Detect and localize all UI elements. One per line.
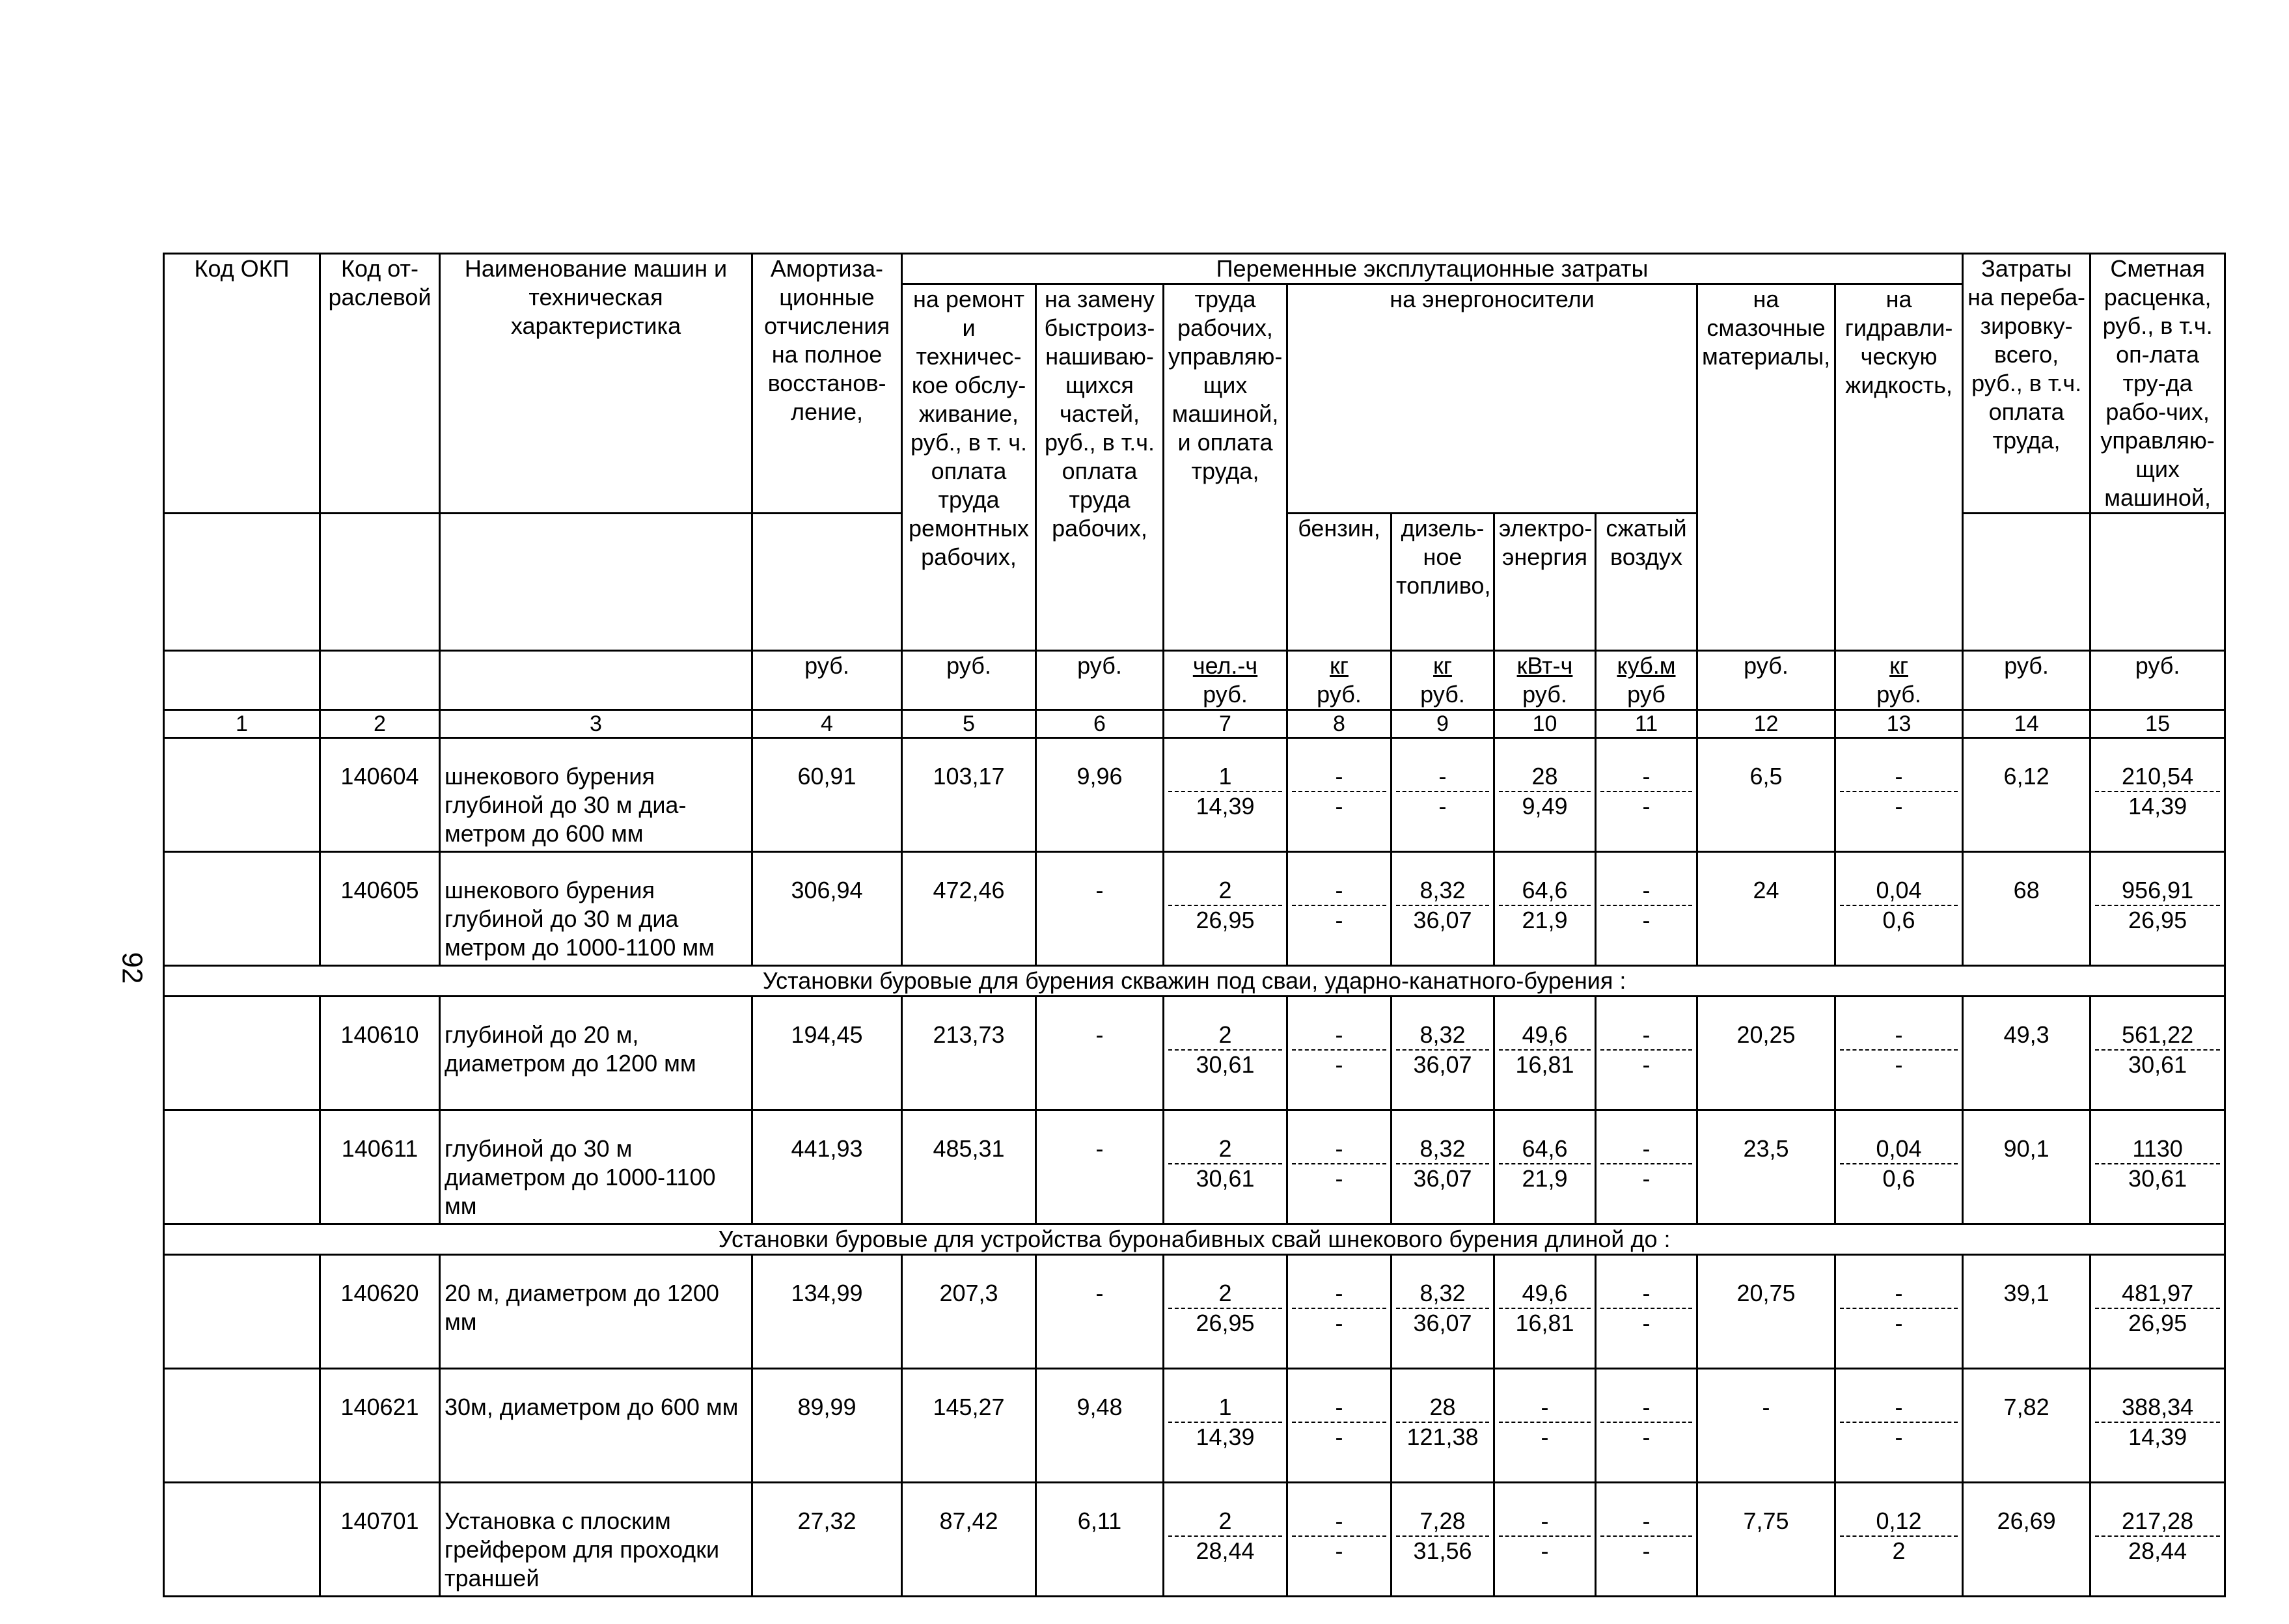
- air-cell-cost: -: [1642, 1165, 1651, 1192]
- air-cell-quantity: -: [1600, 762, 1692, 792]
- air-cell: [1596, 997, 1697, 1110]
- labor-cell-quantity: 2: [1168, 1135, 1282, 1164]
- petrol-cell-cost: -: [1335, 1537, 1343, 1564]
- rate-cell-cost: 26,95: [2128, 1310, 2187, 1336]
- diesel-cell-quantity: 8,32: [1396, 1135, 1489, 1164]
- relocation-cell: 6,12: [1963, 738, 2090, 852]
- labor-cell: [1164, 738, 1287, 852]
- replace-cell: 9,96: [1036, 738, 1164, 852]
- rate-cell: [2090, 852, 2225, 966]
- diesel-cell-quantity: 8,32: [1396, 1279, 1489, 1309]
- header-relocation: Затраты на переба-зировку-всего, руб., в т.ч. оплата труда,: [1963, 254, 2090, 514]
- hydraulic-cell-quantity: 0,12: [1840, 1507, 1958, 1537]
- electricity-cell-cost: 9,49: [1522, 793, 1568, 819]
- branch-code-cell: 140611: [320, 1110, 440, 1224]
- column-index: 11: [1596, 710, 1697, 738]
- electricity-cell: [1494, 1255, 1596, 1369]
- diesel-cell-cost: 36,07: [1413, 1310, 1472, 1336]
- labor-cell-quantity: 2: [1168, 876, 1282, 906]
- rate-cell-cost: 30,61: [2128, 1051, 2187, 1078]
- unit-hydraulic: кг руб.: [1835, 651, 1963, 710]
- electricity-cell: [1494, 738, 1596, 852]
- unit-electricity: кВт-ч руб.: [1494, 651, 1596, 710]
- table-row: [164, 997, 2225, 1110]
- diesel-cell-cost: 36,07: [1413, 907, 1472, 933]
- machine-name-cell: шнекового бурения глубиной до 30 м диа метром до 1000-1100 мм: [440, 852, 752, 966]
- electricity-cell-quantity: 49,6: [1499, 1021, 1591, 1051]
- header-replace: на замену быстроиз-нашиваю-щихся частей, руб., в т.ч. оплата труда рабочих,: [1036, 284, 1164, 651]
- header-labor: труда рабочих, управляю-щих машиной, и оплата труда,: [1164, 284, 1287, 651]
- repair-cell: 145,27: [902, 1369, 1036, 1483]
- hydraulic-cell-cost: -: [1895, 1310, 1903, 1336]
- electricity-cell-quantity: -: [1499, 1507, 1591, 1537]
- machine-name-cell: 30м, диаметром до 600 мм: [440, 1369, 752, 1483]
- labor-cell: [1164, 997, 1287, 1110]
- unit-petrol: кг руб.: [1287, 651, 1391, 710]
- hydraulic-cell-quantity: 0,04: [1840, 1135, 1958, 1164]
- machine-name-cell: глубиной до 30 м диаметром до 1000-1100 мм: [440, 1110, 752, 1224]
- column-index: 4: [752, 710, 902, 738]
- lubricants-cell: 23,5: [1697, 1110, 1835, 1224]
- hydraulic-cell-cost: 0,6: [1882, 907, 1915, 933]
- rate-cell-quantity: 956,91: [2095, 876, 2220, 906]
- petrol-cell-cost: -: [1335, 1165, 1343, 1192]
- hydraulic-cell-cost: 2: [1892, 1537, 1906, 1564]
- diesel-cell: [1391, 1369, 1494, 1483]
- rate-cell-cost: 28,44: [2128, 1537, 2187, 1564]
- unit-labor: чел.-ч руб.: [1164, 651, 1287, 710]
- labor-cell-quantity: 1: [1168, 1393, 1282, 1423]
- rate-cell-cost: 14,39: [2128, 793, 2187, 819]
- petrol-cell: [1287, 738, 1391, 852]
- replace-cell: -: [1036, 997, 1164, 1110]
- replace-cell: -: [1036, 1110, 1164, 1224]
- hydraulic-cell: [1835, 997, 1963, 1110]
- petrol-cell-quantity: -: [1292, 1393, 1386, 1423]
- machine-name-cell: шнекового бурения глубиной до 30 м диа-метром до 600 мм: [440, 738, 752, 852]
- hydraulic-cell-cost: -: [1895, 1424, 1903, 1450]
- hydraulic-cell-cost: -: [1895, 1051, 1903, 1078]
- rate-cell-cost: 26,95: [2128, 907, 2187, 933]
- rate-cell-quantity: 1130: [2095, 1135, 2220, 1164]
- rate-cell: [2090, 1369, 2225, 1483]
- air-cell-quantity: -: [1600, 1279, 1692, 1309]
- petrol-cell-quantity: -: [1292, 1279, 1386, 1309]
- electricity-cell: [1494, 852, 1596, 966]
- rate-cell-quantity: 210,54: [2095, 762, 2220, 792]
- diesel-cell: [1391, 1483, 1494, 1597]
- relocation-cell: 49,3: [1963, 997, 2090, 1110]
- okp-code-cell: [164, 1369, 320, 1483]
- diesel-cell-quantity: 7,28: [1396, 1507, 1489, 1537]
- rate-cell-cost: 30,61: [2128, 1165, 2187, 1192]
- air-cell: [1596, 738, 1697, 852]
- air-cell: [1596, 1483, 1697, 1597]
- branch-code-cell: 140610: [320, 997, 440, 1110]
- petrol-cell-cost: -: [1335, 1051, 1343, 1078]
- hydraulic-cell: [1835, 1369, 1963, 1483]
- diesel-cell: [1391, 997, 1494, 1110]
- rate-cell: [2090, 738, 2225, 852]
- air-cell: [1596, 1110, 1697, 1224]
- amortization-cell: 441,93: [752, 1110, 902, 1224]
- labor-cell: [1164, 1483, 1287, 1597]
- column-index: 1: [164, 710, 320, 738]
- petrol-cell: [1287, 852, 1391, 966]
- branch-code-cell: 140701: [320, 1483, 440, 1597]
- unit-amortization: руб.: [752, 651, 902, 710]
- petrol-cell-quantity: -: [1292, 1135, 1386, 1164]
- column-index: 6: [1036, 710, 1164, 738]
- electricity-cell-cost: -: [1541, 1424, 1549, 1450]
- labor-cell-cost: 30,61: [1196, 1165, 1255, 1192]
- hydraulic-cell-quantity: 0,04: [1840, 876, 1958, 906]
- header-name: Наименование машин и техническая характеристика: [440, 254, 752, 514]
- amortization-cell: 60,91: [752, 738, 902, 852]
- labor-cell-cost: 26,95: [1196, 907, 1255, 933]
- unit-repair: руб.: [902, 651, 1036, 710]
- header-repair: на ремонт и техничес-кое обслу-живание, руб., в т. ч. оплата труда ремонтных рабочих,: [902, 284, 1036, 651]
- unit-relocation: руб.: [1963, 651, 2090, 710]
- hydraulic-cell-quantity: -: [1840, 1393, 1958, 1423]
- diesel-cell-cost: 121,38: [1406, 1424, 1479, 1450]
- okp-code-cell: [164, 738, 320, 852]
- column-index: 10: [1494, 710, 1596, 738]
- table-row: [164, 1255, 2225, 1369]
- diesel-cell-cost: 36,07: [1413, 1165, 1472, 1192]
- column-index: 14: [1963, 710, 2090, 738]
- hydraulic-cell: [1835, 1483, 1963, 1597]
- hydraulic-cell-quantity: -: [1840, 1279, 1958, 1309]
- rate-cell: [2090, 997, 2225, 1110]
- table-row: [164, 1483, 2225, 1597]
- petrol-cell-quantity: -: [1292, 1507, 1386, 1537]
- section-row: [164, 1224, 2225, 1255]
- petrol-cell: [1287, 1483, 1391, 1597]
- diesel-cell: [1391, 852, 1494, 966]
- header-diesel: дизель-ное топливо,: [1391, 514, 1494, 651]
- section-row: [164, 966, 2225, 997]
- unit-rate: руб.: [2090, 651, 2225, 710]
- electricity-cell-quantity: -: [1499, 1393, 1591, 1423]
- repair-cell: 103,17: [902, 738, 1036, 852]
- air-cell: [1596, 1255, 1697, 1369]
- unit-replace: руб.: [1036, 651, 1164, 710]
- header-variable-costs: Переменные эксплутационные затраты: [902, 254, 1963, 284]
- air-cell-cost: -: [1642, 907, 1651, 933]
- electricity-cell: [1494, 997, 1596, 1110]
- header-hydraulic: на гидравли-ческую жидкость,: [1835, 284, 1963, 651]
- electricity-cell: [1494, 1110, 1596, 1224]
- okp-code-cell: [164, 997, 320, 1110]
- hydraulic-cell: [1835, 1255, 1963, 1369]
- okp-code-cell: [164, 1255, 320, 1369]
- rate-cell-quantity: 481,97: [2095, 1279, 2220, 1309]
- lubricants-cell: 20,25: [1697, 997, 1835, 1110]
- header-branch-code: Код от-раслевой: [320, 254, 440, 514]
- branch-code-cell: 140604: [320, 738, 440, 852]
- diesel-cell: [1391, 738, 1494, 852]
- rate-cell-quantity: 388,34: [2095, 1393, 2220, 1423]
- header-air: сжатый воздух: [1596, 514, 1697, 651]
- electricity-cell-quantity: 64,6: [1499, 876, 1591, 906]
- amortization-cell: 89,99: [752, 1369, 902, 1483]
- hydraulic-cell: [1835, 1110, 1963, 1224]
- unit-lubricants: руб.: [1697, 651, 1835, 710]
- header-lubricants: на смазочные материалы,: [1697, 284, 1835, 651]
- relocation-cell: 68: [1963, 852, 2090, 966]
- air-cell-quantity: -: [1600, 1135, 1692, 1164]
- air-cell-quantity: -: [1600, 876, 1692, 906]
- replace-cell: -: [1036, 1255, 1164, 1369]
- unit-diesel: кг руб.: [1391, 651, 1494, 710]
- air-cell-quantity: -: [1600, 1507, 1692, 1537]
- diesel-cell-quantity: 8,32: [1396, 1021, 1489, 1051]
- electricity-cell: [1494, 1369, 1596, 1483]
- column-index: 2: [320, 710, 440, 738]
- repair-cell: 485,31: [902, 1110, 1036, 1224]
- petrol-cell-cost: -: [1335, 1424, 1343, 1450]
- diesel-cell-quantity: 8,32: [1396, 876, 1489, 906]
- electricity-cell-cost: 21,9: [1522, 1165, 1568, 1192]
- hydraulic-cell: [1835, 738, 1963, 852]
- rate-cell: [2090, 1255, 2225, 1369]
- replace-cell: 9,48: [1036, 1369, 1164, 1483]
- relocation-cell: 39,1: [1963, 1255, 2090, 1369]
- petrol-cell-cost: -: [1335, 793, 1343, 819]
- branch-code-cell: 140620: [320, 1255, 440, 1369]
- okp-code-cell: [164, 1110, 320, 1224]
- lubricants-cell: 24: [1697, 852, 1835, 966]
- replace-cell: 6,11: [1036, 1483, 1164, 1597]
- electricity-cell-cost: -: [1541, 1537, 1549, 1564]
- electricity-cell: [1494, 1483, 1596, 1597]
- petrol-cell-cost: -: [1335, 907, 1343, 933]
- hydraulic-cell-quantity: -: [1840, 1021, 1958, 1051]
- machine-name-cell: Установка с плоским грейфером для проходки траншей: [440, 1483, 752, 1597]
- column-index: 15: [2090, 710, 2225, 738]
- air-cell-cost: -: [1642, 793, 1651, 819]
- column-index: 9: [1391, 710, 1494, 738]
- electricity-cell-cost: 16,81: [1515, 1310, 1574, 1336]
- repair-cell: 87,42: [902, 1483, 1036, 1597]
- machine-name-cell: глубиной до 20 м, диаметром до 1200 мм: [440, 997, 752, 1110]
- table-row: [164, 852, 2225, 966]
- section-title: Установки буровые для устройства буронабивных свай шнекового бурения длиной до :: [164, 1224, 2225, 1255]
- petrol-cell-quantity: -: [1292, 1021, 1386, 1051]
- labor-cell: [1164, 1110, 1287, 1224]
- unit-air: куб.м руб: [1596, 651, 1697, 710]
- electricity-cell-cost: 16,81: [1515, 1051, 1574, 1078]
- hydraulic-cell-cost: 0,6: [1882, 1165, 1915, 1192]
- section-title: Установки буровые для бурения скважин под сваи, ударно-канатного-бурения :: [164, 966, 2225, 997]
- rate-cell-quantity: 561,22: [2095, 1021, 2220, 1051]
- header-amortization: Амортиза-ционные отчисления на полное восстанов-ление,: [752, 254, 902, 514]
- electricity-cell-quantity: 28: [1499, 762, 1591, 792]
- diesel-cell: [1391, 1110, 1494, 1224]
- labor-cell-quantity: 1: [1168, 762, 1282, 792]
- column-index: 3: [440, 710, 752, 738]
- petrol-cell: [1287, 1255, 1391, 1369]
- diesel-cell: [1391, 1255, 1494, 1369]
- header-electricity: электро-энергия: [1494, 514, 1596, 651]
- column-index-row: [164, 710, 2225, 738]
- column-index: 12: [1697, 710, 1835, 738]
- relocation-cell: 26,69: [1963, 1483, 2090, 1597]
- electricity-cell-quantity: 64,6: [1499, 1135, 1591, 1164]
- labor-cell: [1164, 1255, 1287, 1369]
- repair-cell: 213,73: [902, 997, 1036, 1110]
- petrol-cell: [1287, 1110, 1391, 1224]
- air-cell-quantity: -: [1600, 1393, 1692, 1423]
- hydraulic-cell: [1835, 852, 1963, 966]
- labor-cell-quantity: 2: [1168, 1021, 1282, 1051]
- petrol-cell-cost: -: [1335, 1310, 1343, 1336]
- labor-cell-quantity: 2: [1168, 1507, 1282, 1537]
- diesel-cell-cost: -: [1438, 793, 1447, 819]
- hydraulic-cell-cost: -: [1895, 793, 1903, 819]
- air-cell-quantity: -: [1600, 1021, 1692, 1051]
- table-row: [164, 1369, 2225, 1483]
- labor-cell: [1164, 1369, 1287, 1483]
- diesel-cell-quantity: 28: [1396, 1393, 1489, 1423]
- amortization-cell: 134,99: [752, 1255, 902, 1369]
- air-cell: [1596, 1369, 1697, 1483]
- rate-cell-cost: 14,39: [2128, 1424, 2187, 1450]
- air-cell-cost: -: [1642, 1424, 1651, 1450]
- air-cell-cost: -: [1642, 1537, 1651, 1564]
- diesel-cell-quantity: -: [1396, 762, 1489, 792]
- diesel-cell-cost: 36,07: [1413, 1051, 1472, 1078]
- page-number: 92: [116, 952, 148, 984]
- amortization-cell: 306,94: [752, 852, 902, 966]
- labor-cell: [1164, 852, 1287, 966]
- column-index: 7: [1164, 710, 1287, 738]
- labor-cell-cost: 14,39: [1196, 793, 1255, 819]
- branch-code-cell: 140605: [320, 852, 440, 966]
- amortization-cell: 194,45: [752, 997, 902, 1110]
- header-petrol: бензин,: [1287, 514, 1391, 651]
- labor-cell-cost: 28,44: [1196, 1537, 1255, 1564]
- okp-code-cell: [164, 1483, 320, 1597]
- lubricants-cell: -: [1697, 1369, 1835, 1483]
- petrol-cell: [1287, 997, 1391, 1110]
- labor-cell-cost: 30,61: [1196, 1051, 1255, 1078]
- diesel-cell-cost: 31,56: [1413, 1537, 1472, 1564]
- petrol-cell-quantity: -: [1292, 876, 1386, 906]
- relocation-cell: 90,1: [1963, 1110, 2090, 1224]
- machine-name-cell: 20 м, диаметром до 1200 мм: [440, 1255, 752, 1369]
- column-index: 13: [1835, 710, 1963, 738]
- column-index: 5: [902, 710, 1036, 738]
- okp-code-cell: [164, 852, 320, 966]
- lubricants-cell: 7,75: [1697, 1483, 1835, 1597]
- branch-code-cell: 140621: [320, 1369, 440, 1483]
- petrol-cell: [1287, 1369, 1391, 1483]
- rate-cell-quantity: 217,28: [2095, 1507, 2220, 1537]
- column-index: 8: [1287, 710, 1391, 738]
- machine-cost-table: [163, 253, 2226, 1597]
- rate-cell: [2090, 1110, 2225, 1224]
- air-cell: [1596, 852, 1697, 966]
- header-energy: на энергоносители: [1287, 284, 1697, 514]
- header-rate: Сметная расценка, руб., в т.ч. оп-лата тру-да рабо-чих, управляю-щих машиной,: [2090, 254, 2225, 514]
- replace-cell: -: [1036, 852, 1164, 966]
- amortization-cell: 27,32: [752, 1483, 902, 1597]
- petrol-cell-quantity: -: [1292, 762, 1386, 792]
- lubricants-cell: 6,5: [1697, 738, 1835, 852]
- repair-cell: 472,46: [902, 852, 1036, 966]
- air-cell-cost: -: [1642, 1051, 1651, 1078]
- electricity-cell-cost: 21,9: [1522, 907, 1568, 933]
- lubricants-cell: 20,75: [1697, 1255, 1835, 1369]
- relocation-cell: 7,82: [1963, 1369, 2090, 1483]
- table-row: [164, 738, 2225, 852]
- labor-cell-cost: 14,39: [1196, 1424, 1255, 1450]
- rate-cell: [2090, 1483, 2225, 1597]
- header-okp-code: Код ОКП: [164, 254, 320, 514]
- electricity-cell-quantity: 49,6: [1499, 1279, 1591, 1309]
- repair-cell: 207,3: [902, 1255, 1036, 1369]
- labor-cell-quantity: 2: [1168, 1279, 1282, 1309]
- table-row: [164, 1110, 2225, 1224]
- labor-cell-cost: 26,95: [1196, 1310, 1255, 1336]
- air-cell-cost: -: [1642, 1310, 1651, 1336]
- hydraulic-cell-quantity: -: [1840, 762, 1958, 792]
